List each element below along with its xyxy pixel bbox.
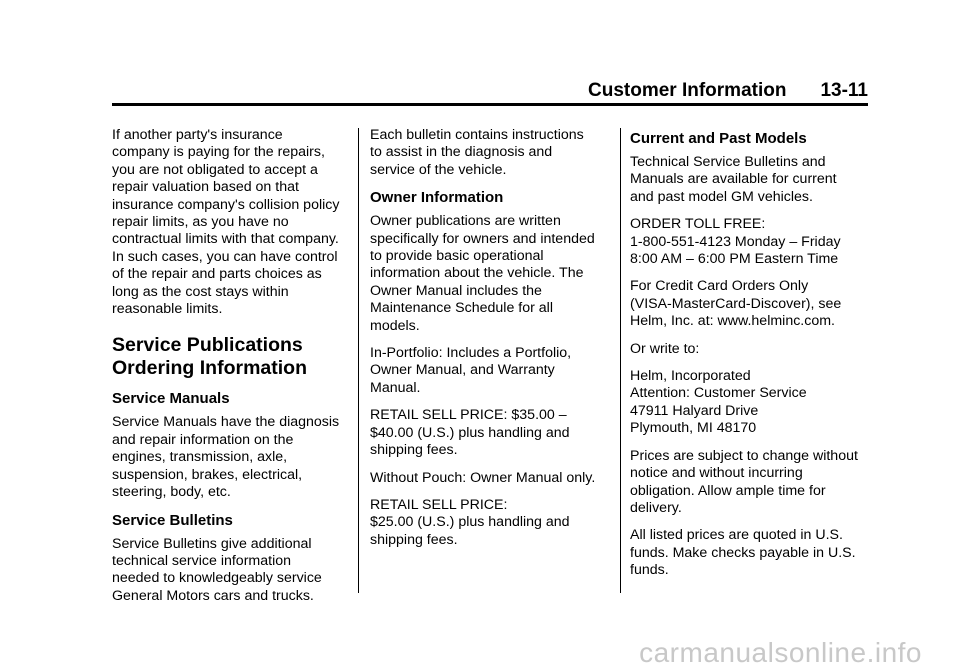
column-1 (112, 127, 348, 615)
models-paragraph: Technical Service Bulletins and Manuals are available for current and past model GM vehicles. (630, 154, 837, 205)
column-divider-2 (620, 128, 621, 593)
funds-paragraph: All listed prices are quoted in U.S. funds. Make checks payable in U.S. funds. (630, 527, 856, 579)
column-2 (370, 127, 606, 559)
service-publications-heading: Service Publications Ordering Information (112, 334, 307, 380)
price-change-paragraph: Prices are subject to change without notice and without incurring obligation. Allow ample time for delivery. (630, 447, 858, 516)
retail-price-paragraph-1: RETAIL SELL PRICE: $35.00 – $40.00 (U.S.) plus handling and shipping fees. (370, 407, 570, 459)
page-header (112, 74, 868, 102)
bulletin-instructions-paragraph: Each bulletin contains instructions to assist in the diagnosis and service of the vehicle. (370, 127, 584, 178)
service-bulletins-paragraph: Service Bulletins give additional technical service information needed to knowledgeably service General Motors cars and trucks. (112, 535, 322, 604)
column-3 (630, 127, 866, 590)
credit-card-paragraph: For Credit Card Orders Only (VISA-MasterCard-Discover), see Helm, Inc. at: www.helminc.com. (630, 278, 842, 330)
in-portfolio-paragraph: In-Portfolio: Includes a Portfolio, Owner Manual, and Warranty Manual. (370, 345, 572, 396)
service-manuals-heading: Service Manuals (112, 390, 230, 408)
watermark: carmanualsonline.info (639, 637, 922, 668)
owner-publications-paragraph: Owner publications are written specifically for owners and intended to provide basic operational information about the vehicle. The Owner Manual includes the Maintenance Schedule for all models. (370, 213, 595, 334)
insurance-paragraph: If another party's insurance company is paying for the repairs, you are not obligated to accept a repair valuation based on that insurance company's collision policy repair limits, as you have no contractual limits with that company. In such cases, you can have control of the repair and parts choices as long as the cost stays within reasonable limits. (112, 127, 340, 318)
service-manuals-paragraph: Service Manuals have the diagnosis and repair information on the engines, transmission, axle, suspension, brakes, electrical, steering, body, etc. (112, 414, 340, 501)
retail-price-paragraph-2: RETAIL SELL PRICE: $25.00 (U.S.) plus handling and shipping fees. (370, 496, 570, 548)
owner-information-heading: Owner Information (370, 189, 504, 207)
write-to-paragraph: Or write to: (630, 340, 700, 357)
page-number: 13-11 (820, 80, 868, 101)
section-title: Customer Information (588, 80, 787, 101)
header-rule (112, 103, 868, 106)
current-past-models-heading: Current and Past Models (630, 130, 807, 147)
without-pouch-paragraph: Without Pouch: Owner Manual only. (370, 469, 596, 486)
service-bulletins-heading: Service Bulletins (112, 511, 233, 529)
address-paragraph: Helm, Incorporated Attention: Customer Service 47911 Halyard Drive Plymouth, MI 48170 (630, 368, 807, 437)
order-toll-free-paragraph: ORDER TOLL FREE: 1-800-551-4123 Monday – Friday 8:00 AM – 6:00 PM Eastern Time (630, 216, 841, 268)
column-divider-1 (358, 128, 359, 593)
